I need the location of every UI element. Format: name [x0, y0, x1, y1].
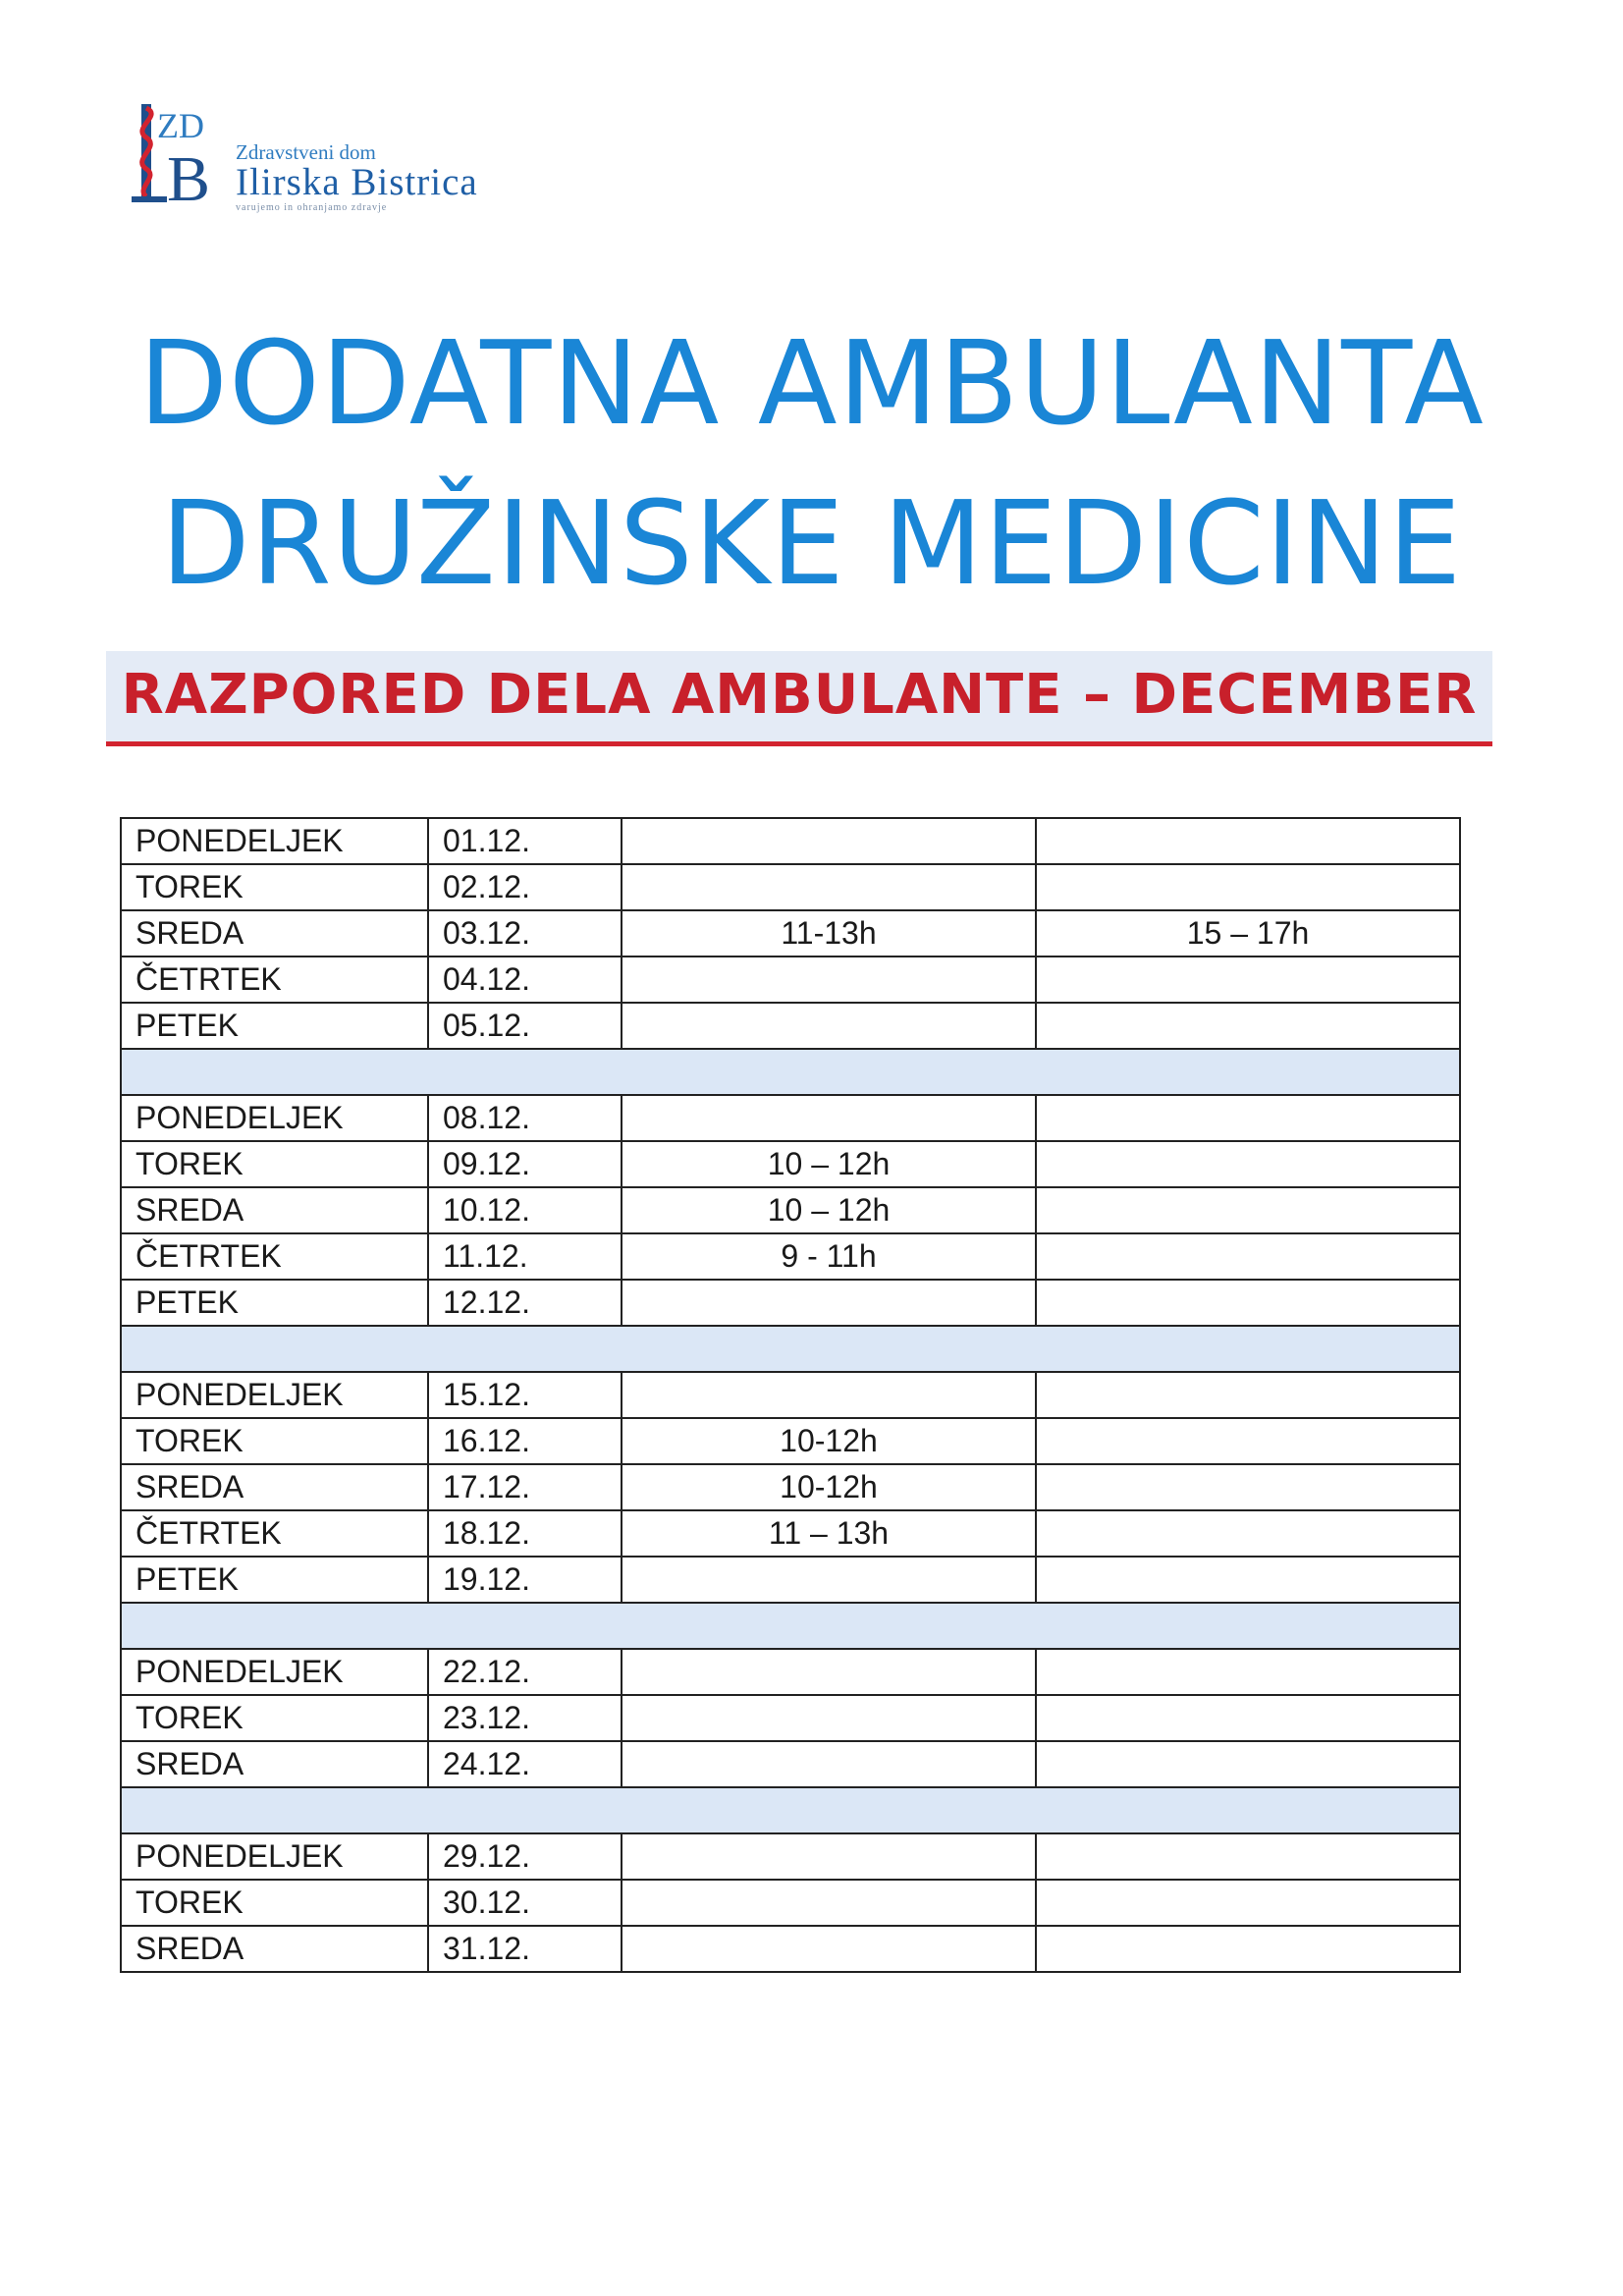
- table-row: [121, 1003, 1460, 1049]
- page-title-line-1: DODATNA AMBULANTA: [138, 315, 1485, 451]
- day-cell: PONEDELJEK: [121, 1649, 428, 1695]
- table-row: [121, 1833, 1460, 1880]
- time-slot-1-cell: 11 – 13h: [622, 1510, 1036, 1557]
- date-cell: 19.12.: [428, 1557, 622, 1603]
- table-row: [121, 1418, 1460, 1464]
- schedule-table: [120, 817, 1461, 1973]
- time-slot-2-cell: 15 – 17h: [1036, 910, 1460, 957]
- time-slot-2-cell: [1036, 1372, 1460, 1418]
- logo-mark-icon: [128, 98, 234, 216]
- time-slot-2-cell: [1036, 1926, 1460, 1972]
- day-cell: TOREK: [121, 1141, 428, 1187]
- table-row: [121, 1741, 1460, 1787]
- table-row: [121, 1233, 1460, 1280]
- time-slot-1-cell: [622, 957, 1036, 1003]
- table-row: [121, 1557, 1460, 1603]
- time-slot-1-cell: [622, 1095, 1036, 1141]
- table-row: [121, 818, 1460, 864]
- week-separator-cell: [121, 1787, 1460, 1833]
- date-cell: 23.12.: [428, 1695, 622, 1741]
- table-row: [121, 1510, 1460, 1557]
- time-slot-2-cell: [1036, 1095, 1460, 1141]
- time-slot-1-cell: [622, 1833, 1036, 1880]
- time-slot-1-cell: 10-12h: [622, 1418, 1036, 1464]
- date-cell: 22.12.: [428, 1649, 622, 1695]
- week-separator: [121, 1603, 1460, 1649]
- time-slot-1-cell: [622, 1557, 1036, 1603]
- week-separator-cell: [121, 1049, 1460, 1095]
- schedule-body: [121, 818, 1460, 1972]
- time-slot-2-cell: [1036, 1003, 1460, 1049]
- day-cell: TOREK: [121, 864, 428, 910]
- date-cell: 02.12.: [428, 864, 622, 910]
- day-cell: ČETRTEK: [121, 1510, 428, 1557]
- date-cell: 29.12.: [428, 1833, 622, 1880]
- table-row: [121, 864, 1460, 910]
- subtitle-banner: [106, 651, 1492, 746]
- date-cell: 11.12.: [428, 1233, 622, 1280]
- logo-line-1: Zdravstveni dom: [236, 140, 376, 164]
- time-slot-1-cell: [622, 818, 1036, 864]
- time-slot-1-cell: [622, 1880, 1036, 1926]
- table-row: [121, 1649, 1460, 1695]
- time-slot-1-cell: [622, 1372, 1036, 1418]
- subtitle: RAZPORED DELA AMBULANTE – DECEMBER: [121, 663, 1478, 727]
- table-row: [121, 1464, 1460, 1510]
- day-cell: ČETRTEK: [121, 1233, 428, 1280]
- week-separator: [121, 1326, 1460, 1372]
- date-cell: 30.12.: [428, 1880, 622, 1926]
- date-cell: 18.12.: [428, 1510, 622, 1557]
- logo-tagline: varujemo in ohranjamo zdravje: [236, 202, 388, 213]
- date-cell: 12.12.: [428, 1280, 622, 1326]
- table-row: [121, 1095, 1460, 1141]
- time-slot-1-cell: [622, 1926, 1036, 1972]
- time-slot-1-cell: [622, 1741, 1036, 1787]
- time-slot-1-cell: 10 – 12h: [622, 1141, 1036, 1187]
- day-cell: PETEK: [121, 1003, 428, 1049]
- day-cell: TOREK: [121, 1695, 428, 1741]
- logo-line-2: Ilirska Bistrica: [236, 161, 478, 203]
- table-row: [121, 1141, 1460, 1187]
- date-cell: 10.12.: [428, 1187, 622, 1233]
- time-slot-2-cell: [1036, 818, 1460, 864]
- table-row: [121, 957, 1460, 1003]
- time-slot-1-cell: 10 – 12h: [622, 1187, 1036, 1233]
- date-cell: 08.12.: [428, 1095, 622, 1141]
- week-separator-cell: [121, 1326, 1460, 1372]
- time-slot-2-cell: [1036, 1695, 1460, 1741]
- time-slot-1-cell: [622, 1003, 1036, 1049]
- week-separator: [121, 1049, 1460, 1095]
- date-cell: 16.12.: [428, 1418, 622, 1464]
- week-separator: [121, 1787, 1460, 1833]
- time-slot-1-cell: [622, 864, 1036, 910]
- day-cell: SREDA: [121, 1464, 428, 1510]
- table-row: [121, 1695, 1460, 1741]
- table-row: [121, 1880, 1460, 1926]
- time-slot-1-cell: 10-12h: [622, 1464, 1036, 1510]
- day-cell: PONEDELJEK: [121, 818, 428, 864]
- time-slot-2-cell: [1036, 1649, 1460, 1695]
- table-row: [121, 910, 1460, 957]
- table-row: [121, 1926, 1460, 1972]
- time-slot-2-cell: [1036, 1741, 1460, 1787]
- time-slot-1-cell: [622, 1280, 1036, 1326]
- clinic-logo: [128, 98, 501, 216]
- day-cell: PONEDELJEK: [121, 1833, 428, 1880]
- day-cell: PETEK: [121, 1280, 428, 1326]
- time-slot-1-cell: 9 - 11h: [622, 1233, 1036, 1280]
- time-slot-2-cell: [1036, 1880, 1460, 1926]
- table-row: [121, 1280, 1460, 1326]
- day-cell: PETEK: [121, 1557, 428, 1603]
- logo-text: [236, 141, 478, 214]
- date-cell: 03.12.: [428, 910, 622, 957]
- time-slot-2-cell: [1036, 1510, 1460, 1557]
- time-slot-2-cell: [1036, 1141, 1460, 1187]
- time-slot-2-cell: [1036, 1833, 1460, 1880]
- time-slot-2-cell: [1036, 1464, 1460, 1510]
- day-cell: SREDA: [121, 1187, 428, 1233]
- date-cell: 09.12.: [428, 1141, 622, 1187]
- date-cell: 24.12.: [428, 1741, 622, 1787]
- time-slot-2-cell: [1036, 1187, 1460, 1233]
- date-cell: 31.12.: [428, 1926, 622, 1972]
- date-cell: 05.12.: [428, 1003, 622, 1049]
- date-cell: 04.12.: [428, 957, 622, 1003]
- time-slot-2-cell: [1036, 864, 1460, 910]
- time-slot-2-cell: [1036, 1233, 1460, 1280]
- day-cell: PONEDELJEK: [121, 1095, 428, 1141]
- day-cell: SREDA: [121, 1741, 428, 1787]
- day-cell: SREDA: [121, 1926, 428, 1972]
- time-slot-1-cell: [622, 1649, 1036, 1695]
- day-cell: TOREK: [121, 1880, 428, 1926]
- day-cell: PONEDELJEK: [121, 1372, 428, 1418]
- day-cell: TOREK: [121, 1418, 428, 1464]
- day-cell: ČETRTEK: [121, 957, 428, 1003]
- table-row: [121, 1187, 1460, 1233]
- time-slot-1-cell: [622, 1695, 1036, 1741]
- date-cell: 01.12.: [428, 818, 622, 864]
- time-slot-2-cell: [1036, 1557, 1460, 1603]
- time-slot-1-cell: 11-13h: [622, 910, 1036, 957]
- time-slot-2-cell: [1036, 957, 1460, 1003]
- time-slot-2-cell: [1036, 1418, 1460, 1464]
- svg-text:ZD: ZD: [157, 106, 204, 145]
- page-title-line-2: DRUŽINSKE MEDICINE: [160, 475, 1463, 611]
- date-cell: 15.12.: [428, 1372, 622, 1418]
- svg-text:B: B: [167, 143, 211, 215]
- day-cell: SREDA: [121, 910, 428, 957]
- time-slot-2-cell: [1036, 1280, 1460, 1326]
- week-separator-cell: [121, 1603, 1460, 1649]
- table-row: [121, 1372, 1460, 1418]
- date-cell: 17.12.: [428, 1464, 622, 1510]
